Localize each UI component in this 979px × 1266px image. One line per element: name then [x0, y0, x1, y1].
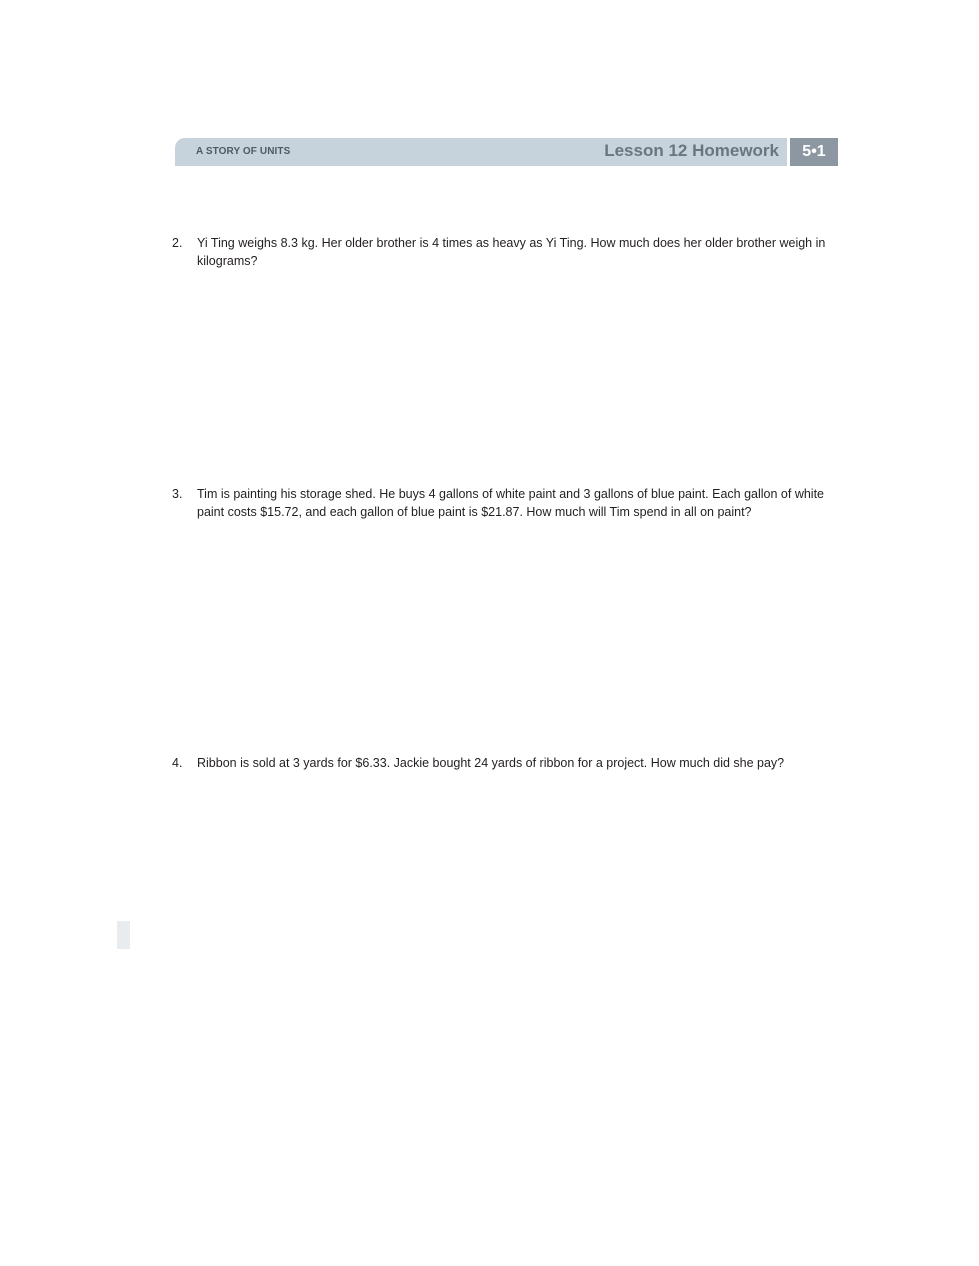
- series-title: A STORY OF UNITS: [196, 146, 291, 157]
- problem-number: 3.: [172, 487, 183, 501]
- problem-text: Yi Ting weighs 8.3 kg. Her older brother is 4 times as heavy as Yi Ting. How much does her older brother weigh in kilograms?: [197, 236, 826, 268]
- problem-2: [172, 234, 832, 270]
- problem-4: [172, 754, 832, 772]
- problem-3: [172, 485, 832, 521]
- module-badge: 5•1: [790, 138, 838, 166]
- header-bar: [175, 138, 787, 166]
- problem-text: Tim is painting his storage shed. He buys 4 gallons of white paint and 3 gallons of blue paint. Each gallon of white paint costs $15.72, and each gallon of blue paint is $21.87. How much will Tim spend in all on paint?: [197, 487, 825, 519]
- problem-number: 4.: [172, 756, 183, 770]
- problem-text: Ribbon is sold at 3 yards for $6.33. Jackie bought 24 yards of ribbon for a project. How much did she pay?: [197, 756, 785, 770]
- lesson-title: Lesson 12 Homework: [604, 141, 779, 160]
- problem-number: 2.: [172, 236, 183, 250]
- sidebar-handle[interactable]: [117, 921, 130, 949]
